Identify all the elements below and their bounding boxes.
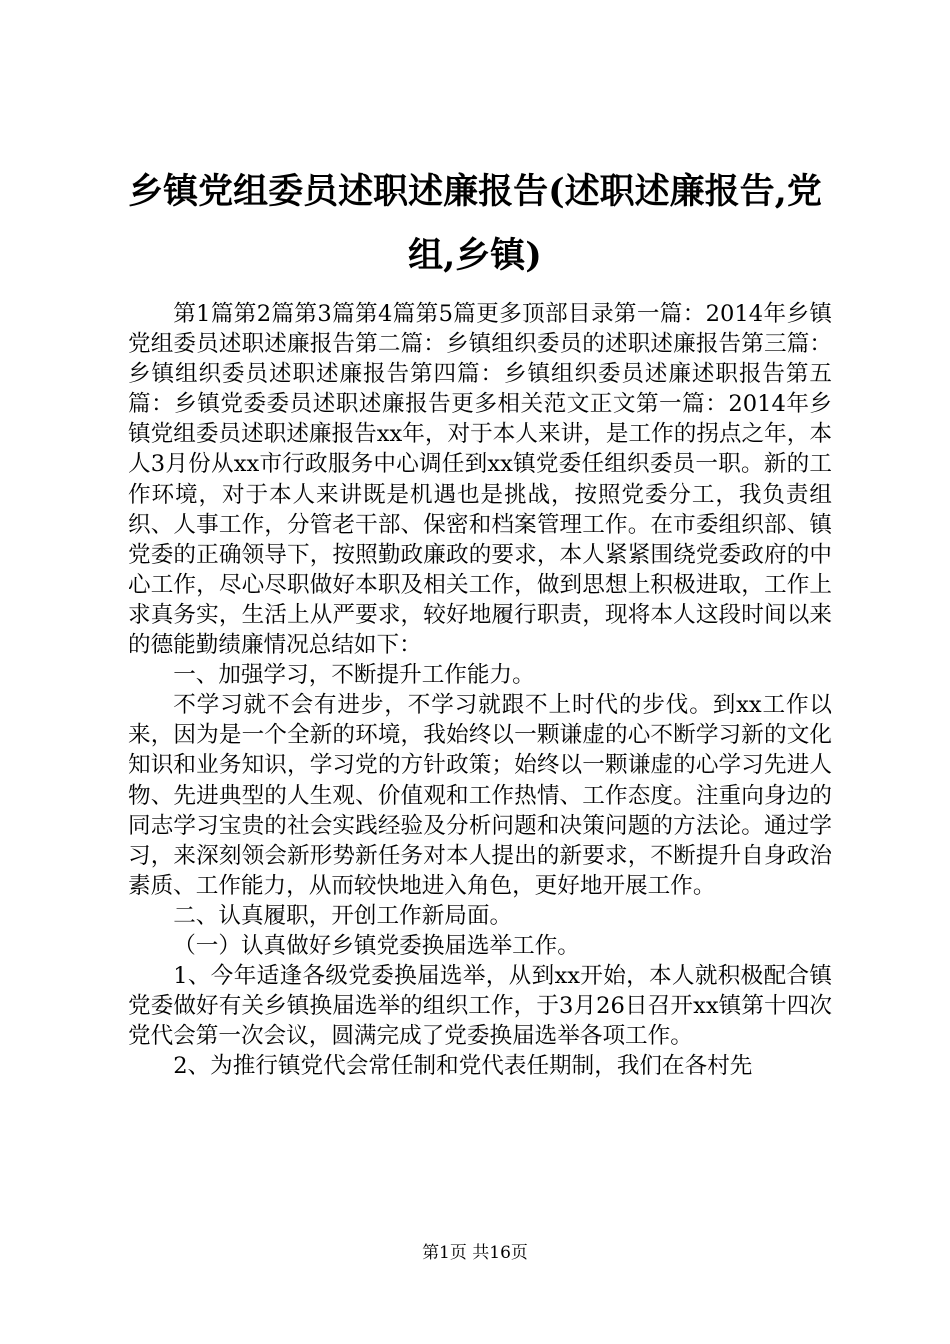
page-footer: 第1页 共16页 <box>422 1243 528 1263</box>
paragraph-intro: 第1篇第2篇第3篇第4篇第5篇更多顶部目录第一篇：2014年乡镇党组委员述职述廉报告第二篇：乡镇组织委员的述职述廉报告第三篇：乡镇组织委员述职述廉报告第四篇：乡镇组织委员述廉述职报告第五篇：乡镇党委委员述职述廉报告更多相关范文正文第一篇：2014年乡镇党组委员述职述廉报告xx年，对于本人来讲，是工作的拐点之年，本人3月份从xx市行政服务中心调任到xx镇党委任组织委员一职。新的工作环境，对于本人来讲既是机遇也是挑战，按照党委分工，我负责组织、人事工作，分管老干部、保密和档案管理工作。在市委组织部、镇党委的正确领导下，按照勤政廉政的要求，本人紧紧围绕党委政府的中心工作，尽心尽职做好本职及相关工作，做到思想上积极进取，工作上求真务实，生活上从严要求，较好地履行职责，现将本人这段时间以来的德能勤绩廉情况总结如下： <box>128 301 832 659</box>
paragraph-item-2: 2、为推行镇党代会常任制和党代表任期制，我们在各村先 <box>173 1053 753 1080</box>
section-heading-2: 二、认真履职，开创工作新局面。 <box>173 902 513 929</box>
subsection-heading-1: （一）认真做好乡镇党委换届选举工作。 <box>173 932 580 959</box>
paragraph-study: 不学习就不会有进步，不学习就跟不上时代的步伐。到xx工作以来，因为是一个全新的环境，我始终以一颗谦虚的心不断学习新的文化知识和业务知识，学习党的方针政策；始终以一颗谦虚的心学习先进人物、先进典型的人生观、价值观和工作热情、工作态度。注重向身边的同志学习宝贵的社会实践经验及分析问题和决策问题的方法论。通过学习，来深刻领会新形势新任务对本人提出的新要求，不断提升自身政治素质、工作能力，从而较快地进入角色，更好地开展工作。 <box>128 692 832 899</box>
document-body <box>128 299 832 1081</box>
paragraph-item-1: 1、今年适逢各级党委换届选举，从到xx开始，本人就积极配合镇党委做好有关乡镇换届选举的组织工作，于3月26日召开xx镇第十四次党代会第一次会议，圆满完成了党委换届选举各项工作。 <box>128 963 832 1050</box>
document-title: 乡镇党组委员述职述廉报告(述职述廉报告,党组,乡镇) <box>128 171 822 276</box>
section-heading-1: 一、加强学习，不断提升工作能力。 <box>173 662 535 689</box>
